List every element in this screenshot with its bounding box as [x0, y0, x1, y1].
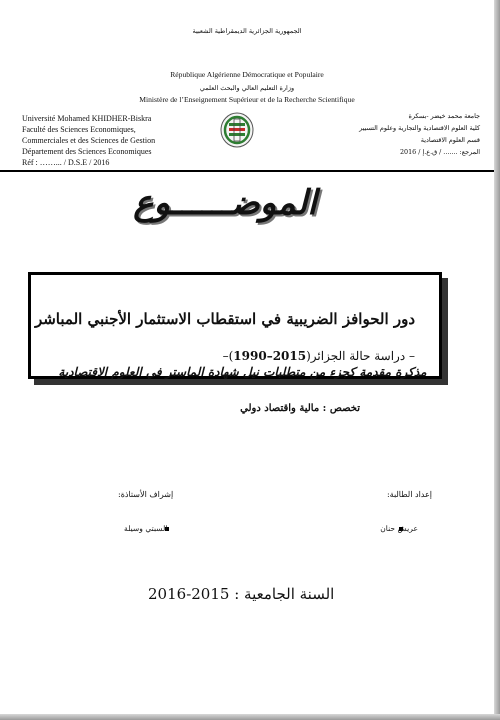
french-ministry: Ministère de l’Enseignement Supérieur et de la Recherche Scientifique [139, 95, 355, 104]
memo-statement: مذكرة مقدمة كجزء من متطلبات نيل شهادة الماستر في العلوم الاقتصادية [58, 365, 427, 379]
subtitle-suffix: )– [222, 349, 234, 363]
french-republic: République Algérienne Démocratique et Populaire [170, 70, 324, 79]
reference-ar: المرجع: ....... / ق.ع.إ / 2016 [399, 148, 480, 156]
arabic-republic: الجمهورية الجزائرية الديمقراطية الشعبية [192, 27, 302, 35]
department-fr: Département des Sciences Economiques [22, 147, 152, 156]
faculty-line-1-fr: Faculté des Sciences Economiques, [22, 125, 136, 134]
faculty-line-2-fr: Commerciales et des Sciences de Gestion [22, 136, 156, 145]
reference-fr: Réf : ……... / D.S.E / 2016 [22, 158, 110, 167]
professor-name: السبتي وسيلة [124, 524, 168, 533]
department-ar: قسم العلوم الاقتصادية [420, 136, 480, 144]
supervision-label: إشراف الأستاذة: [118, 490, 174, 499]
subtitle-prefix: – دراسة حالة الجزائر( [306, 349, 415, 363]
academic-year: السنة الجامعية : 2015-2016 [148, 585, 335, 603]
university-arabic-block [359, 110, 480, 158]
university-name-ar: جامعة محمد خيضر -بسكرة [408, 112, 480, 120]
thesis-subtitle [223, 349, 415, 363]
university-french-block [22, 113, 155, 168]
faculty-ar: كلية العلوم الاقتصادية والتجارية وعلوم التسيير [359, 124, 480, 132]
subject-heading: الموضــــــوع [133, 183, 317, 223]
student-name: عريش حنان [380, 524, 418, 533]
page-shadow-bottom [0, 714, 500, 720]
university-logo-icon [219, 111, 255, 149]
prepared-by-label: إعداد الطالبة: [386, 490, 432, 499]
thesis-title: دور الحوافز الضريبية في استقطاب الاستثمار الأجنبي المباشر [34, 310, 415, 328]
page-shadow-right [494, 0, 500, 720]
header-divider [0, 170, 494, 172]
subtitle-years: 1990–2015 [233, 349, 307, 363]
university-name-fr: Université Mohamed KHIDHER-Biskra [22, 114, 152, 123]
arabic-ministry: وزارة التعليم العالي والبحث العلمي [199, 84, 295, 92]
specialty: تخصص : مالية واقتصاد دولي [240, 403, 360, 414]
